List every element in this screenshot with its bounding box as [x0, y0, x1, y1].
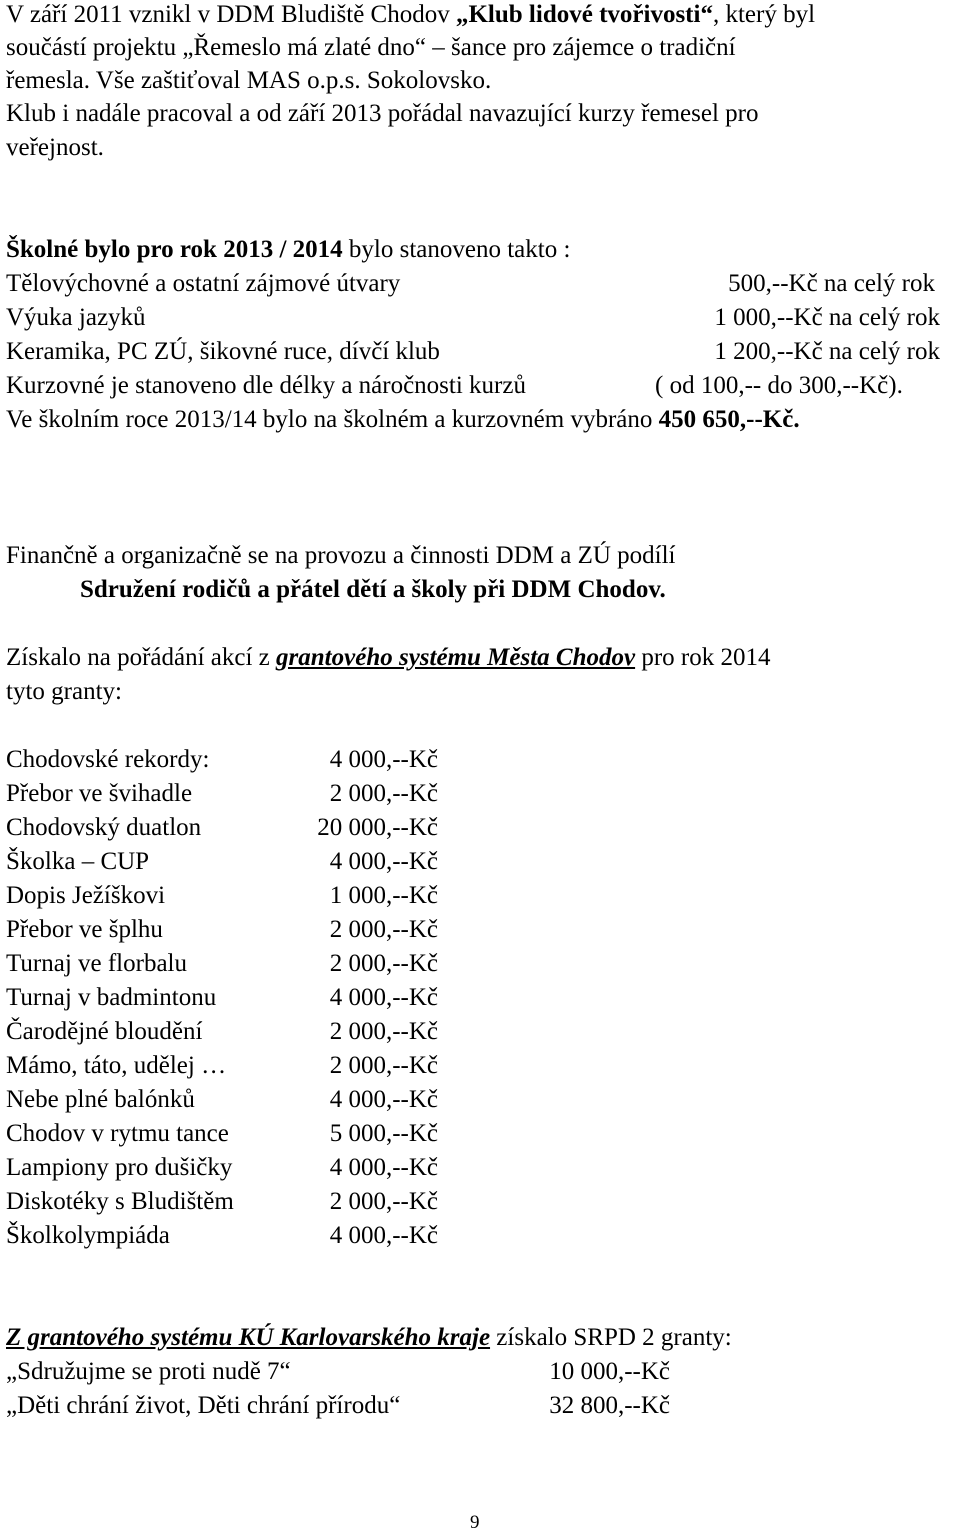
grant-name: Školkolympiáda — [6, 1222, 170, 1249]
grant-amount: 20 000,--Kč — [317, 814, 438, 841]
fee-amount: 500,--Kč na celý rok — [728, 270, 935, 297]
grant-name: Nebe plné balónků — [6, 1086, 195, 1113]
course-fee-range: ( od 100,-- do 300,--Kč). — [655, 372, 903, 399]
region-grant-system-link: Z grantového systému KÚ Karlovarského kraje — [6, 1324, 491, 1351]
intro-line-4: Klub i nadále pracoval a od září 2013 pořádal navazující kurzy řemesel pro — [6, 100, 759, 127]
region-grants-intro — [6, 1323, 732, 1353]
intro-line-5: veřejnost. — [6, 134, 104, 161]
city-grant-system-link: grantového systému Města Chodov — [276, 644, 636, 671]
fees-heading-rest: bylo stanoveno takto : — [342, 236, 571, 263]
intro-text: V září 2011 vznikl v DDM Bludiště Chodov — [6, 1, 456, 28]
grant-amount: 2 000,--Kč — [329, 1052, 438, 1079]
city-grants-intro — [6, 643, 771, 673]
grant-name: Lampiony pro dušičky — [6, 1154, 233, 1181]
grant-name: Dopis Ježíškovi — [6, 882, 166, 909]
grant-amount: 4 000,--Kč — [329, 746, 438, 773]
intro-text: , který byl — [712, 1, 816, 28]
fee-amount: 1 000,--Kč na celý rok — [714, 304, 940, 331]
grant-name: Čarodějné bloudění — [6, 1018, 203, 1045]
grant-amount: 2 000,--Kč — [329, 1188, 438, 1215]
finance-line-1: Finančně a organizačně se na provozu a činnosti DDM a ZÚ podílí — [6, 542, 676, 569]
fees-heading-bold: Školné bylo pro rok 2013 / 2014 — [6, 236, 343, 263]
grant-name: Přebor ve švihadle — [6, 780, 193, 807]
fee-amount: 1 200,--Kč na celý rok — [714, 338, 940, 365]
region-grant-name: „Děti chrání život, Děti chrání přírodu“ — [6, 1392, 401, 1419]
grant-name: Chodov v rytmu tance — [6, 1120, 229, 1147]
city-grants-intro-line-2: tyto granty: — [6, 678, 122, 705]
grant-amount: 2 000,--Kč — [329, 950, 438, 977]
fee-label: Výuka jazyků — [6, 304, 146, 331]
grant-amount: 2 000,--Kč — [329, 1018, 438, 1045]
grant-amount: 2 000,--Kč — [329, 916, 438, 943]
grant-name: Mámo, táto, udělej … — [6, 1052, 227, 1079]
grant-name: Chodovský duatlon — [6, 814, 202, 841]
grant-amount: 1 000,--Kč — [329, 882, 438, 909]
city-grants-intro-a: Získalo na pořádání akcí z — [6, 644, 277, 671]
region-grants-intro-rest: získalo SRPD 2 granty: — [490, 1324, 732, 1351]
grant-amount: 4 000,--Kč — [329, 1086, 438, 1113]
collected-line — [6, 405, 800, 435]
collected-text: Ve školním roce 2013/14 bylo na školném a kurzovném vybráno — [6, 406, 659, 433]
city-grants-intro-b: pro rok 2014 — [635, 644, 771, 671]
course-fee-label: Kurzovné je stanoveno dle délky a náročnosti kurzů — [6, 372, 526, 399]
grant-amount: 4 000,--Kč — [329, 984, 438, 1011]
grant-amount: 5 000,--Kč — [329, 1120, 438, 1147]
grant-name: Chodovské rekordy: — [6, 746, 210, 773]
fee-label: Keramika, PC ZÚ, šikovné ruce, dívčí klub — [6, 338, 440, 365]
grant-name: Turnaj v badmintonu — [6, 984, 217, 1011]
fees-heading — [6, 235, 570, 265]
grant-name: Přebor ve šplhu — [6, 916, 163, 943]
grant-amount: 4 000,--Kč — [329, 1154, 438, 1181]
intro-line-3: řemesla. Vše zaštiťoval MAS o.p.s. Sokolovsko. — [6, 67, 492, 94]
collected-amount: 450 650,--Kč. — [658, 406, 800, 433]
grant-amount: 4 000,--Kč — [329, 848, 438, 875]
grant-amount: 2 000,--Kč — [329, 780, 438, 807]
grant-amount: 4 000,--Kč — [329, 1222, 438, 1249]
region-grant-amount: 10 000,--Kč — [549, 1358, 670, 1385]
region-grant-amount: 32 800,--Kč — [549, 1392, 670, 1419]
page-number: 9 — [470, 1512, 480, 1533]
region-grant-name: „Sdružujme se proti nudě 7“ — [6, 1358, 291, 1385]
intro-line-1 — [6, 0, 815, 30]
grant-name: Turnaj ve florbalu — [6, 950, 187, 977]
grant-name: Diskotéky s Bludištěm — [6, 1188, 234, 1215]
intro-line-2: součástí projektu „Řemeslo má zlaté dno“ – šance pro zájemce o tradiční — [6, 34, 736, 61]
club-name: „Klub lidové tvořivosti“ — [455, 1, 713, 28]
fee-label: Tělovýchovné a ostatní zájmové útvary — [6, 270, 401, 297]
finance-line-2: Sdružení rodičů a přátel dětí a školy při DDM Chodov. — [80, 576, 666, 603]
grant-name: Školka – CUP — [6, 848, 150, 875]
